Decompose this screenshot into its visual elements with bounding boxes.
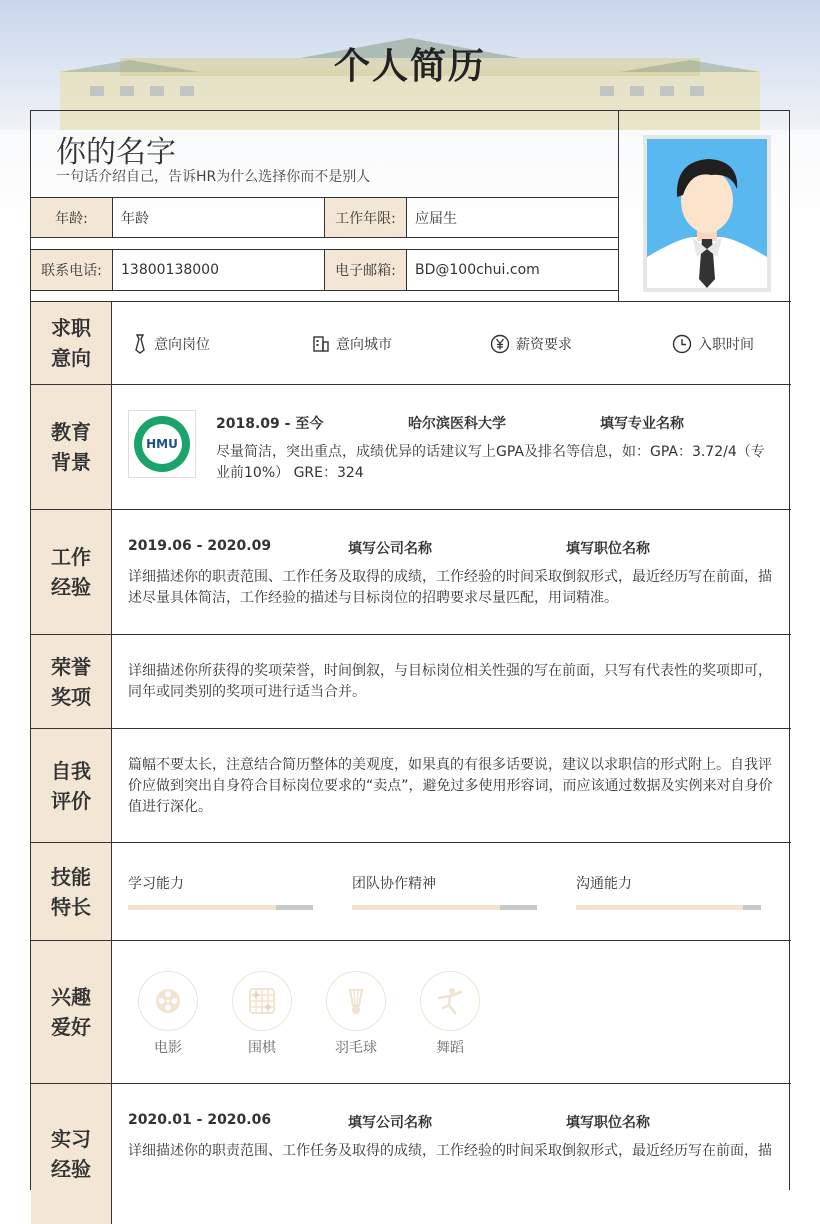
email-label: 电子邮箱: [325, 250, 407, 290]
skill-bar [576, 905, 761, 910]
page-title: 个人简历 [333, 46, 486, 87]
profile-info [31, 111, 619, 302]
hobbies-body [112, 941, 791, 1083]
skill-bar [128, 905, 313, 910]
resume-sheet [30, 110, 790, 1190]
section-label-education: 教育背景 [31, 385, 112, 509]
building-icon [312, 335, 330, 353]
section-skills [31, 843, 791, 941]
shuttlecock-icon [341, 986, 371, 1016]
phone-value: 13800138000 [113, 250, 325, 290]
clock-icon [672, 334, 692, 354]
honors-description: 详细描述你所获得的奖项荣誉，时间倒叙，与目标岗位相关性强的写在前面，只写有代表性的奖项即可，同年或同类别的奖项可进行适当合并。 [128, 663, 772, 700]
internship-body [112, 1084, 791, 1224]
section-label-work: 工作经验 [31, 510, 112, 634]
age-label: 年龄: [31, 198, 113, 237]
yen-coin-icon [490, 334, 510, 354]
skill-item: 团队协作精神 [352, 873, 537, 910]
profile-header [31, 111, 791, 302]
dancer-icon [435, 986, 465, 1016]
section-intent [31, 302, 791, 385]
tie-icon [132, 334, 148, 354]
film-reel-icon [153, 986, 183, 1016]
skill-bar [352, 905, 537, 910]
education-period: 2018.09 - 至今 [216, 416, 324, 432]
section-label-hobbies: 兴趣爱好 [31, 941, 112, 1083]
honors-body [112, 635, 791, 728]
info-row-contact [31, 249, 619, 291]
email-value: BD@100chui.com [415, 262, 540, 278]
hobby-film: 电影 [138, 971, 198, 1057]
university-logo: HMU [128, 410, 196, 478]
section-education [31, 385, 791, 510]
years-label: 工作年限: [325, 198, 407, 237]
candidate-name: 你的名字 [56, 135, 176, 170]
internship-period: 2020.01 - 2020.06 [128, 1112, 272, 1128]
intent-city: 意向城市 [312, 334, 392, 354]
work-body [112, 510, 791, 634]
internship-description: 详细描述你的职责范围、工作任务及取得的成绩，工作经验的时间采取倒叙形式，最近经历写在前面，描 [128, 1143, 772, 1159]
education-school: 哈尔滨医科大学 [408, 416, 506, 432]
hobby-dance: 舞蹈 [420, 971, 480, 1057]
hobby-badminton: 羽毛球 [326, 971, 386, 1057]
section-hobbies [31, 941, 791, 1084]
avatar [643, 135, 771, 292]
internship-company: 填写公司名称 [348, 1115, 432, 1131]
education-description: 尽量简洁，突出重点，成绩优异的话建议写上GPA及排名等信息，如：GPA：3.72/4（专业前10%） GRE：324 [216, 444, 765, 481]
skills-body [112, 843, 791, 940]
self-evaluation-description: 篇幅不要太长，注意结合简历整体的美观度，如果真的有很多话要说，建议以求职信的形式附上。自我评价应做到突出自身符合目标岗位要求的“卖点”，避免过多使用形容词，而应该通过数据及实例来对自身价值进行深化。 [128, 757, 773, 815]
age-value: 年龄 [113, 198, 325, 237]
section-label-internship: 实习经验 [31, 1084, 112, 1224]
skill-item: 沟通能力 [576, 873, 761, 910]
education-body [112, 385, 791, 509]
candidate-intro: 一句话介绍自己，告诉HR为什么选择你而不是别人 [56, 169, 371, 185]
section-label-self-evaluation: 自我评价 [31, 729, 112, 842]
intent-start-time: 入职时间 [672, 334, 754, 354]
work-period: 2019.06 - 2020.09 [128, 538, 272, 554]
skill-item: 学习能力 [128, 873, 313, 910]
education-major: 填写专业名称 [600, 416, 684, 432]
work-description: 详细描述你的职责范围、工作任务及取得的成绩，工作经验的时间采取倒叙形式，最近经历写在前面，描述尽量具体简洁，工作经验的描述与目标岗位的招聘要求尽量匹配，用词精准。 [128, 569, 772, 606]
section-label-honors: 荣誉奖项 [31, 635, 112, 728]
section-work [31, 510, 791, 635]
go-board-icon [247, 986, 277, 1016]
work-position: 填写职位名称 [566, 541, 650, 557]
internship-position: 填写职位名称 [566, 1115, 650, 1131]
section-honors [31, 635, 791, 729]
section-self-evaluation [31, 729, 791, 843]
intent-salary: 薪资要求 [490, 334, 572, 354]
work-company: 填写公司名称 [348, 541, 432, 557]
section-label-skills: 技能特长 [31, 843, 112, 940]
phone-label: 联系电话: [31, 250, 113, 290]
section-label-intent: 求职意向 [31, 302, 112, 384]
years-value: 应届生 [415, 210, 457, 227]
self-evaluation-body [112, 729, 791, 842]
intent-body [112, 302, 791, 384]
section-internship [31, 1084, 791, 1224]
info-row-age [31, 197, 619, 238]
hobby-go: 围棋 [232, 971, 292, 1057]
intent-position: 意向岗位 [132, 334, 210, 354]
